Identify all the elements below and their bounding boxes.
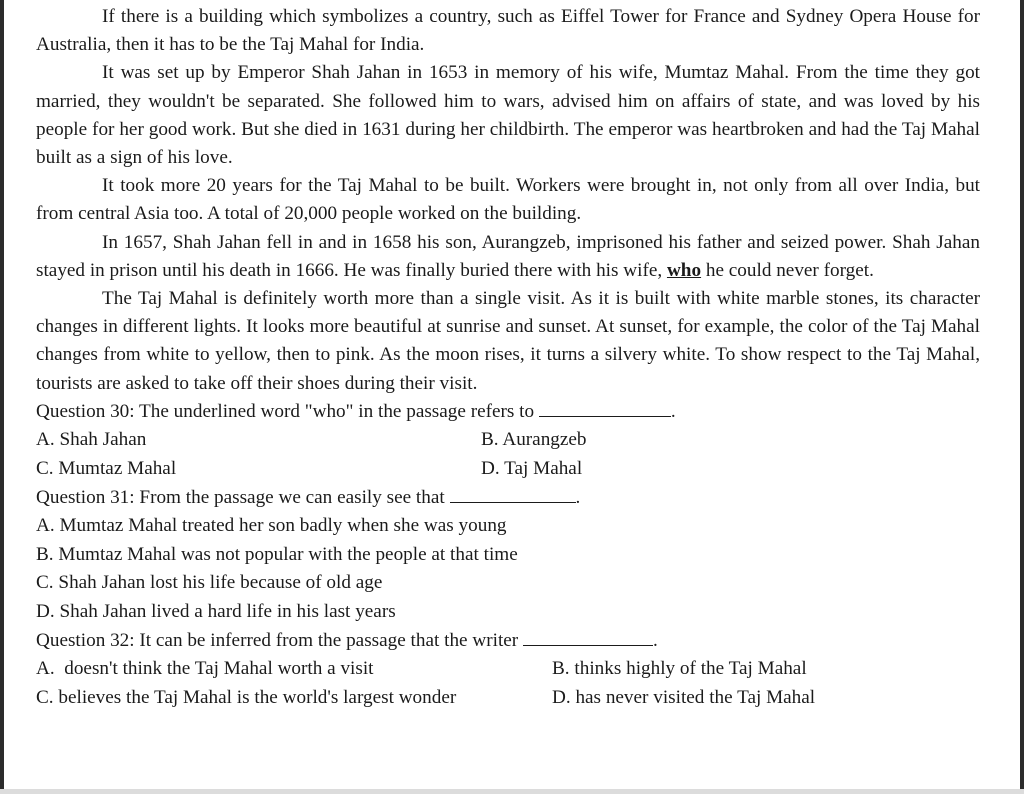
question-30-options-row-1 bbox=[36, 426, 980, 455]
question-31-option-d[interactable]: D. Shah Jahan lived a hard life in his last years bbox=[36, 601, 396, 622]
question-30-option-a[interactable]: A. Shah Jahan bbox=[36, 429, 147, 451]
question-32-option-d[interactable]: D. has never visited the Taj Mahal bbox=[552, 686, 816, 708]
question-32-option-c[interactable]: C. believes the Taj Mahal is the world's largest wonder bbox=[36, 686, 457, 708]
question-32-text: Question 32: It can be inferred from the passage that the writer bbox=[36, 629, 519, 651]
paragraph-4-text-before: In 1657, Shah Jahan fell in and in 1658 his son, Aurangzeb, imprisoned his father and seized power. Shah Jahan stayed in prison until his death in 1666. He was finally buried there with his wife, bbox=[36, 231, 980, 281]
question-31-option-a[interactable]: A. Mumtaz Mahal treated her son badly when she was young bbox=[36, 515, 507, 537]
question-30-option-b[interactable]: B. Aurangzeb bbox=[481, 429, 587, 451]
right-border bbox=[1020, 0, 1024, 794]
answer-blank bbox=[450, 488, 576, 503]
document-page bbox=[36, 3, 980, 712]
answer-blank bbox=[523, 631, 653, 646]
question-32-stem bbox=[36, 627, 980, 656]
question-30-stem bbox=[36, 398, 980, 427]
question-32-option-b[interactable]: B. thinks highly of the Taj Mahal bbox=[552, 658, 807, 680]
passage-paragraph-2: It was set up by Emperor Shah Jahan in 1653 in memory of his wife, Mumtaz Mahal. From the time they got married, they wouldn't be separated. She followed him to wars, advised him on affairs of state, and was loved by his people for her good work. But she died in 1631 during her childbirth. The emperor was heartbroken and had the Taj Mahal built as a sign of his love. bbox=[36, 62, 980, 169]
passage-paragraph-5: The Taj Mahal is definitely worth more than a single visit. As it is built with white marble stones, its character changes in different lights. It looks more beautiful at sunrise and sunset. At sunset, for example, the color of the Taj Mahal changes from white to yellow, then to pink. As the moon rises, it turns a silvery white. To show respect to the Taj Mahal, tourists are asked to take off their shoes during their visit. bbox=[36, 288, 980, 394]
question-32-options-row-2 bbox=[36, 684, 980, 713]
bottom-border bbox=[0, 789, 1024, 794]
paragraph-4-text-after: he could never forget. bbox=[705, 259, 874, 281]
question-31-stem bbox=[36, 484, 980, 513]
question-31-option-c[interactable]: C. Shah Jahan lost his life because of old age bbox=[36, 572, 383, 594]
question-30-text: Question 30: The underlined word "who" in the passage refers to bbox=[36, 400, 535, 422]
stem-period: . bbox=[575, 486, 581, 508]
answer-blank bbox=[539, 402, 671, 417]
question-32-options-row-1 bbox=[36, 655, 980, 684]
question-30-option-c[interactable]: C. Mumtaz Mahal bbox=[36, 458, 177, 480]
question-31-text: Question 31: From the passage we can easily see that bbox=[36, 486, 445, 508]
underlined-word-who: who bbox=[666, 259, 702, 281]
question-32-option-a[interactable]: A. doesn't think the Taj Mahal worth a visit bbox=[36, 658, 374, 680]
stem-period: . bbox=[670, 400, 676, 422]
stem-period: . bbox=[652, 629, 658, 651]
left-border bbox=[0, 0, 4, 794]
question-30-options-row-2 bbox=[36, 455, 980, 484]
passage-paragraph-1: If there is a building which symbolizes a country, such as Eiffel Tower for France and Sydney Opera House for Australia, then it has to be the Taj Mahal for India. bbox=[36, 6, 980, 56]
passage-paragraph-3: It took more 20 years for the Taj Mahal to be built. Workers were brought in, not only from all over India, but from central Asia too. A total of 20,000 people worked on the building. bbox=[36, 175, 980, 225]
question-30-option-d[interactable]: D. Taj Mahal bbox=[481, 458, 583, 480]
passage-paragraph-4 bbox=[36, 229, 980, 285]
question-31-option-b[interactable]: B. Mumtaz Mahal was not popular with the people at that time bbox=[36, 543, 518, 565]
